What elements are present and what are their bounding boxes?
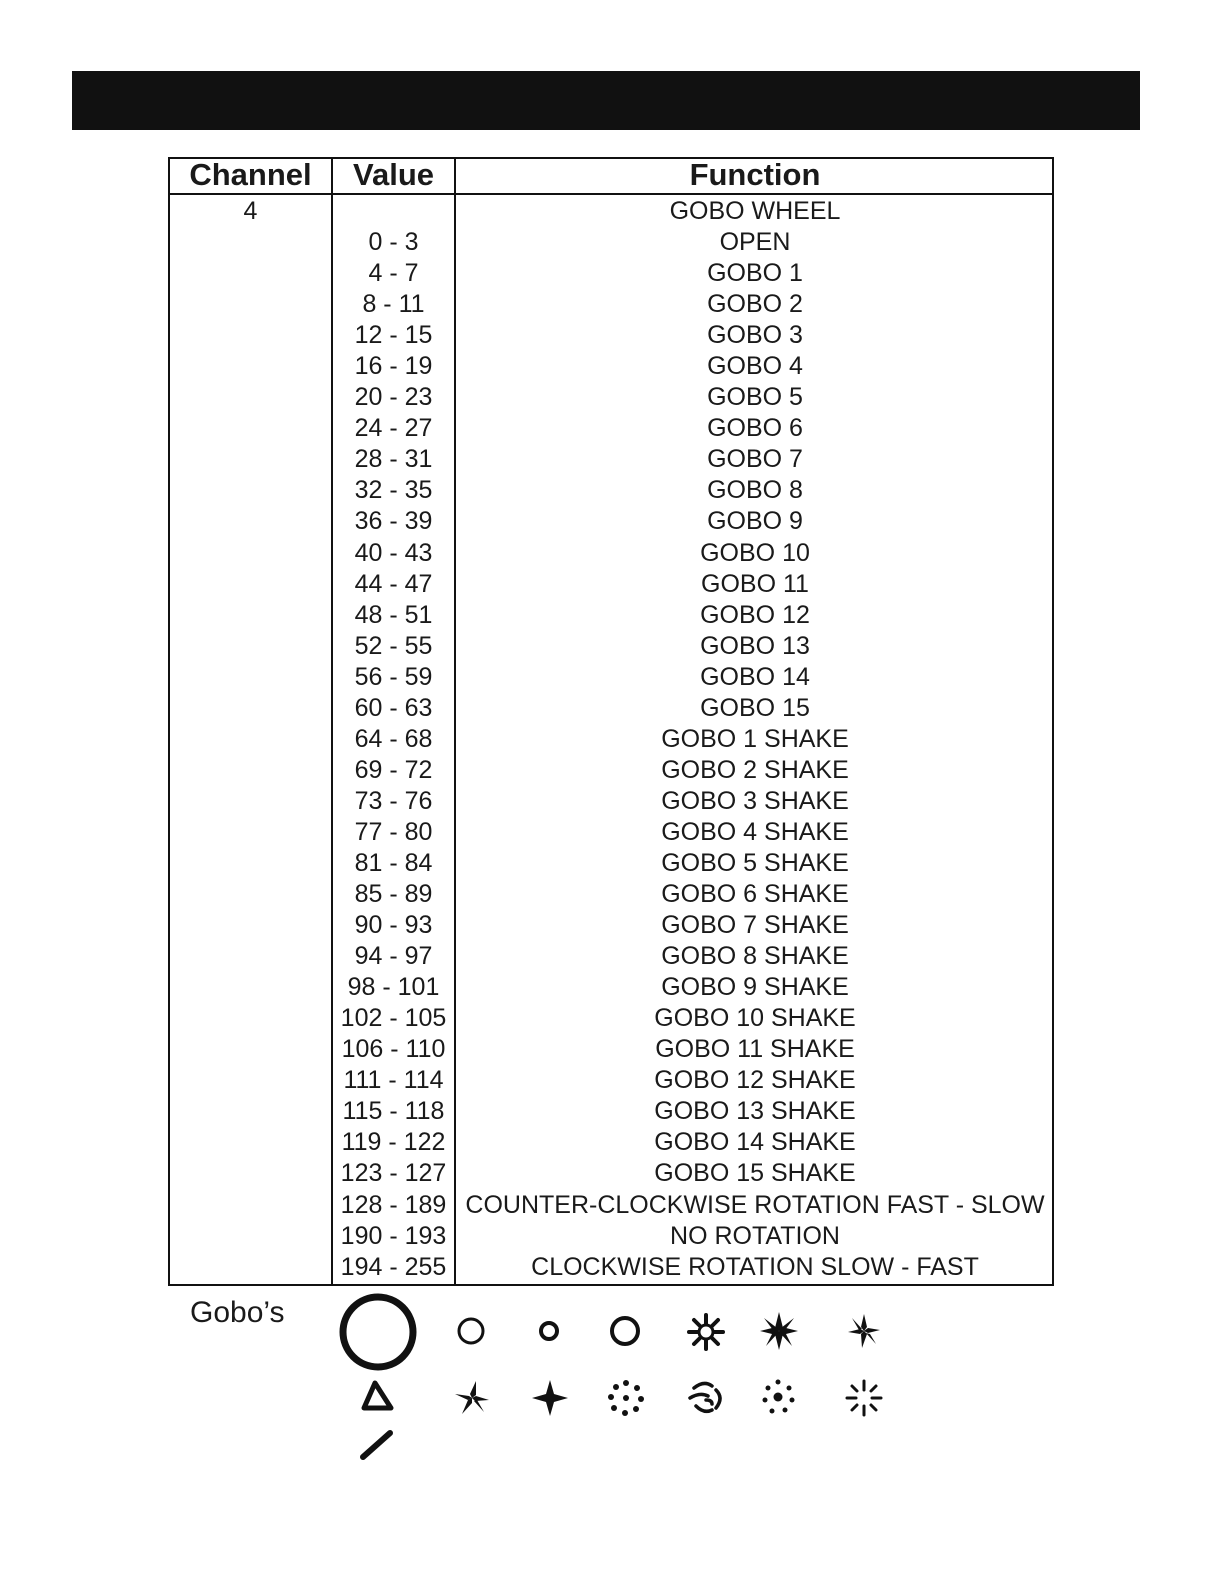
shard-star-icon xyxy=(452,1378,492,1418)
gobos-label: Gobo’s xyxy=(190,1296,285,1329)
value-cell: 40 - 43 xyxy=(354,538,433,567)
table-row xyxy=(170,1190,1052,1221)
table-row xyxy=(170,538,1052,569)
function-cell: GOBO 15 SHAKE xyxy=(654,1159,856,1188)
table-row xyxy=(170,320,1052,351)
value-cell: 190 - 193 xyxy=(340,1221,447,1250)
header-bar xyxy=(72,71,1140,130)
function-cell: GOBO 4 xyxy=(707,352,803,381)
header-divider xyxy=(170,193,1052,195)
function-cell: CLOCKWISE ROTATION SLOW - FAST xyxy=(531,1252,979,1281)
table-row xyxy=(170,1065,1052,1096)
function-cell: GOBO 7 xyxy=(707,445,803,474)
table-row xyxy=(170,1034,1052,1065)
table-row xyxy=(170,631,1052,662)
table-row xyxy=(170,1221,1052,1252)
function-cell: GOBO 14 xyxy=(700,662,810,691)
table-row xyxy=(170,382,1052,413)
function-cell: GOBO 12 SHAKE xyxy=(654,1066,856,1095)
table-row xyxy=(170,662,1052,693)
value-cell: 16 - 19 xyxy=(354,352,433,381)
table-row xyxy=(170,351,1052,382)
function-cell: GOBO 2 SHAKE xyxy=(661,755,849,784)
value-cell: 123 - 127 xyxy=(340,1159,447,1188)
four-point-star-icon xyxy=(530,1378,570,1418)
function-cell: GOBO 10 xyxy=(700,538,810,567)
swirl-icon xyxy=(686,1378,728,1418)
function-cell: NO ROTATION xyxy=(670,1221,840,1250)
value-cell: 119 - 122 xyxy=(341,1128,446,1157)
table-row xyxy=(170,755,1052,786)
function-cell: GOBO 7 SHAKE xyxy=(661,911,849,940)
channel-cell: 4 xyxy=(243,197,258,225)
function-cell: GOBO 15 xyxy=(700,693,810,722)
value-cell: 128 - 189 xyxy=(340,1190,447,1219)
value-cell: 81 - 84 xyxy=(354,848,433,877)
function-cell: GOBO 8 SHAKE xyxy=(661,942,849,971)
function-cell: GOBO 5 SHAKE xyxy=(661,848,849,877)
function-cell: GOBO 13 SHAKE xyxy=(654,1097,856,1126)
function-cell: GOBO 8 xyxy=(707,476,803,505)
function-cell: GOBO 5 xyxy=(707,383,803,412)
function-cell: GOBO 10 SHAKE xyxy=(654,1004,856,1033)
value-cell: 102 - 105 xyxy=(340,1004,447,1033)
value-cell: 32 - 35 xyxy=(354,476,433,505)
table-row xyxy=(170,817,1052,848)
open-large-ring-icon xyxy=(336,1290,420,1374)
value-cell: 69 - 72 xyxy=(354,755,433,784)
value-cell: 98 - 101 xyxy=(347,973,440,1002)
dmx-channel-table xyxy=(168,157,1054,1286)
table-row xyxy=(170,1158,1052,1189)
table-row xyxy=(170,227,1052,258)
value-cell: 194 - 255 xyxy=(340,1252,447,1281)
function-cell: GOBO 11 xyxy=(701,569,809,598)
value-cell: 115 - 118 xyxy=(342,1097,445,1126)
header-value: Value xyxy=(353,157,434,192)
function-cell: GOBO 13 xyxy=(700,631,810,660)
table-row xyxy=(170,879,1052,910)
value-cell: 0 - 3 xyxy=(368,228,419,257)
value-cell: 64 - 68 xyxy=(354,724,433,753)
value-cell: 24 - 27 xyxy=(354,414,433,443)
header-channel: Channel xyxy=(189,157,312,192)
table-row xyxy=(170,1096,1052,1127)
dot-cluster-icon xyxy=(760,1378,796,1416)
value-cell: 4 - 7 xyxy=(368,259,419,288)
function-cell: GOBO 3 xyxy=(707,321,803,350)
sparkle-rays-icon xyxy=(844,1378,884,1418)
function-cell: GOBO 6 SHAKE xyxy=(661,880,849,909)
value-cell: 111 - 114 xyxy=(343,1066,444,1095)
tiny-ring-icon xyxy=(536,1318,562,1344)
function-cell: GOBO 1 xyxy=(707,259,803,288)
table-row xyxy=(170,413,1052,444)
slash-line-icon xyxy=(358,1428,396,1462)
triangle-icon xyxy=(358,1378,396,1416)
value-cell: 94 - 97 xyxy=(354,942,433,971)
value-cell: 90 - 93 xyxy=(354,911,433,940)
table-row xyxy=(170,196,1052,227)
table-row xyxy=(170,972,1052,1003)
function-cell: GOBO 2 xyxy=(707,290,803,319)
function-cell: GOBO WHEEL xyxy=(669,197,841,225)
value-cell: 44 - 47 xyxy=(354,569,433,598)
table-row xyxy=(170,289,1052,320)
value-cell: 28 - 31 xyxy=(354,445,433,474)
table-row xyxy=(170,1252,1052,1283)
value-cell: 56 - 59 xyxy=(354,662,433,691)
value-cell: 60 - 63 xyxy=(354,693,433,722)
value-cell: 20 - 23 xyxy=(354,383,433,412)
value-cell: 85 - 89 xyxy=(354,880,433,909)
function-cell: GOBO 6 xyxy=(707,414,803,443)
function-cell: COUNTER-CLOCKWISE ROTATION FAST - SLOW xyxy=(465,1190,1045,1219)
table-row xyxy=(170,724,1052,755)
function-cell: GOBO 11 SHAKE xyxy=(655,1035,855,1064)
table-row xyxy=(170,475,1052,506)
value-cell: 52 - 55 xyxy=(354,631,433,660)
medium-ring-icon xyxy=(606,1312,644,1350)
function-cell: GOBO 12 xyxy=(700,600,810,629)
value-cell: 8 - 11 xyxy=(362,290,425,319)
function-cell: GOBO 3 SHAKE xyxy=(661,786,849,815)
pinwheel-icon xyxy=(758,1310,800,1352)
splat-star-icon xyxy=(846,1312,882,1350)
function-cell: GOBO 14 SHAKE xyxy=(654,1128,856,1157)
value-cell: 12 - 15 xyxy=(354,321,433,350)
table-row xyxy=(170,848,1052,879)
table-row xyxy=(170,910,1052,941)
dot-ring-icon xyxy=(606,1378,646,1418)
function-cell: GOBO 9 SHAKE xyxy=(661,973,849,1002)
table-body xyxy=(170,196,1052,1283)
value-cell: 36 - 39 xyxy=(354,507,433,536)
small-ring-icon xyxy=(454,1314,488,1348)
table-row xyxy=(170,693,1052,724)
table-row xyxy=(170,569,1052,600)
value-cell: 106 - 110 xyxy=(341,1035,446,1064)
header-function: Function xyxy=(689,157,821,192)
table-row xyxy=(170,941,1052,972)
function-cell: GOBO 4 SHAKE xyxy=(661,817,849,846)
table-row xyxy=(170,506,1052,537)
value-cell: 77 - 80 xyxy=(354,817,433,846)
table-row xyxy=(170,1003,1052,1034)
table-row xyxy=(170,786,1052,817)
function-cell: GOBO 1 SHAKE xyxy=(661,724,849,753)
table-row xyxy=(170,1127,1052,1158)
table-row xyxy=(170,258,1052,289)
function-cell: GOBO 9 xyxy=(707,507,803,536)
function-cell: OPEN xyxy=(719,228,791,257)
value-cell: 48 - 51 xyxy=(354,600,433,629)
value-cell: 73 - 76 xyxy=(354,786,433,815)
table-row xyxy=(170,444,1052,475)
starburst-gear-icon xyxy=(686,1312,726,1352)
table-row xyxy=(170,600,1052,631)
